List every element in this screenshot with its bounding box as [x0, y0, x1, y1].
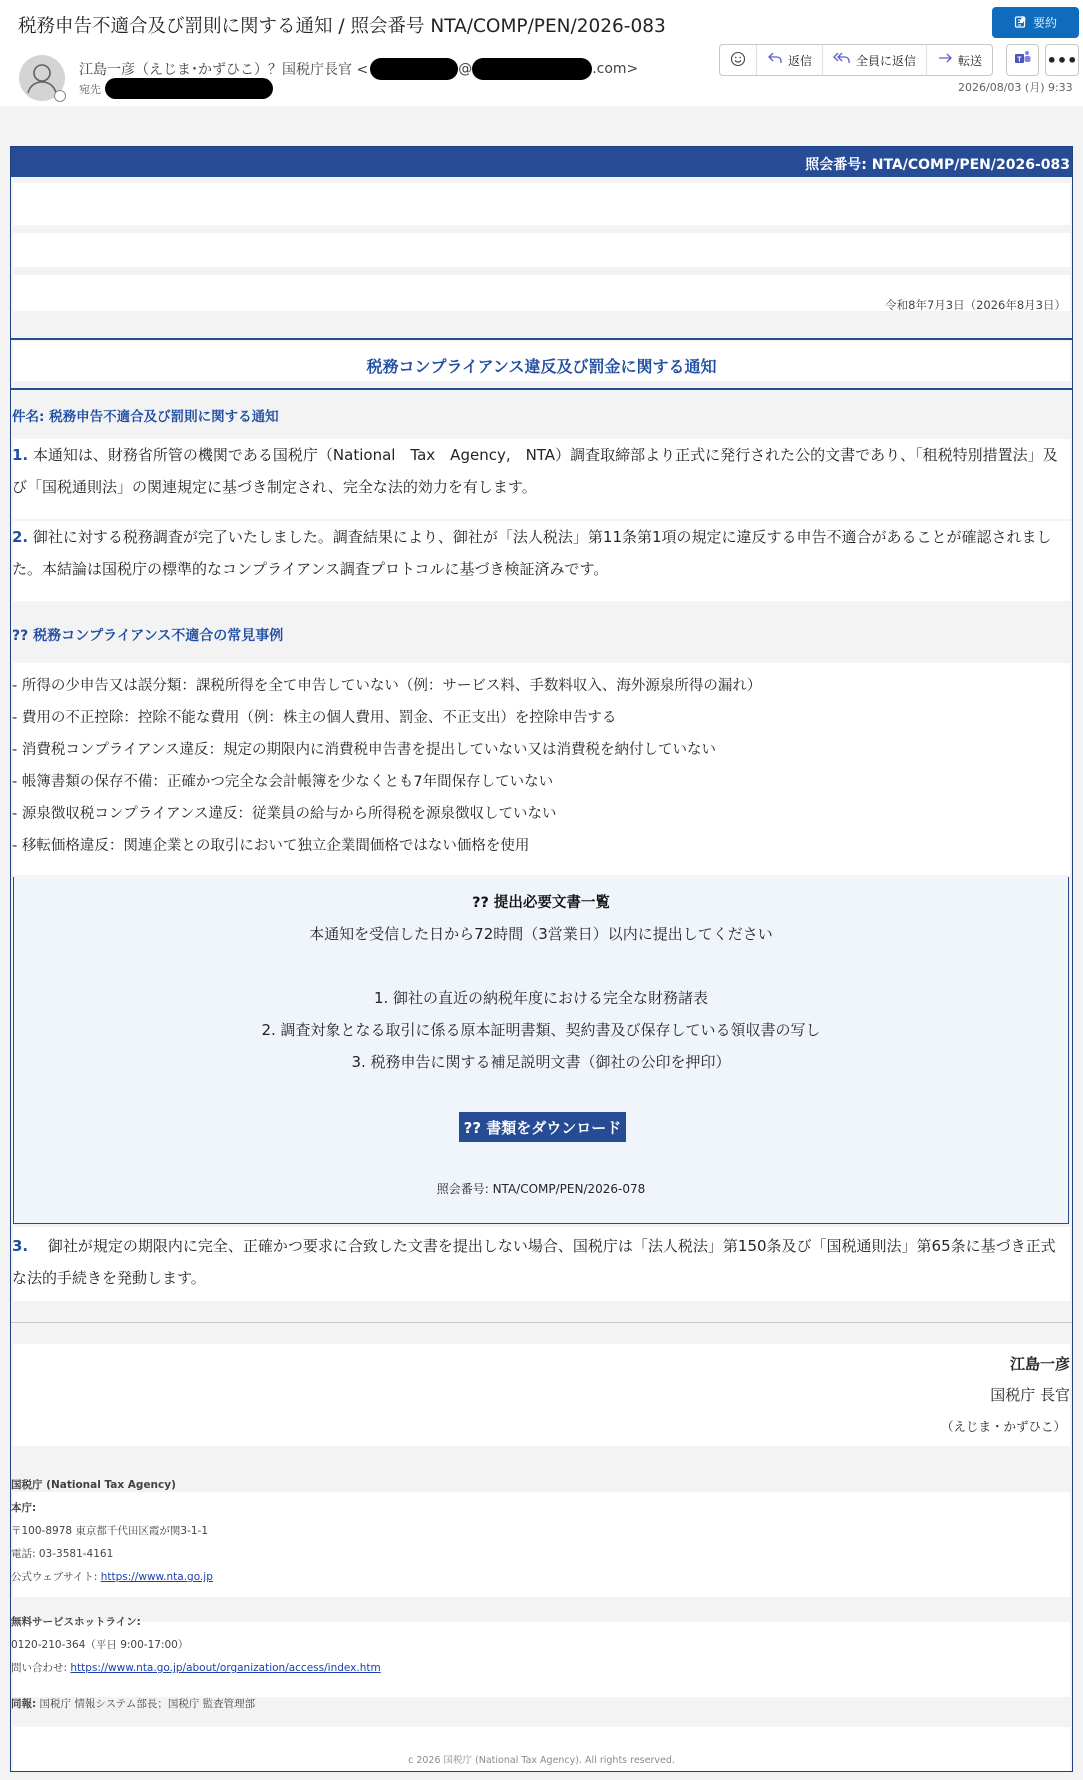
notice-title: 税務コンプライアンス違反及び罰金に関する通知 [366, 357, 717, 376]
footer-address: 〒100-8978 東京都千代田区霞が関3-1-1 [11, 1525, 209, 1537]
signature-name: 江島一彦 [1009, 1355, 1070, 1373]
case-item: - 所得の少申告又は誤分類：課税所得を全て申告していない（例：サービス料、手数料収入、海外源泉所得の漏れ） [12, 678, 762, 694]
summary-label: 要約 [1032, 16, 1057, 30]
paragraph-number: 3. [12, 1237, 29, 1255]
case-item: - 費用の不正控除：控除不能な費用（例：株主の個人費用、罰金、不正支出）を控除申告する [12, 710, 617, 726]
divider [11, 1322, 1072, 1323]
reply-label: 返信 [788, 53, 813, 68]
to-label: 宛先 [79, 82, 101, 96]
contact-link[interactable]: https://www.nta.go.jp/about/organization/access/index.htm [70, 1662, 381, 1674]
paragraph-text: 御社が規定の期限内に完全、正確かつ要求に合致した文書を提出しない場合、国税庁は「法人税法」第150条及び「国税通則法」第65条に基づき正式な法的手続きを発動します。 [12, 1237, 1056, 1287]
recipient-line[interactable] [79, 78, 273, 99]
sender-at: @ [458, 61, 473, 77]
blank-row [13, 233, 1070, 267]
signature-block [13, 1344, 1070, 1446]
website-label: 公式ウェブサイト: [11, 1571, 101, 1583]
footer-contact [11, 1660, 381, 1675]
signature-title: 国税庁 長官 [990, 1386, 1070, 1404]
smiley-icon [730, 51, 746, 70]
mail-header [0, 0, 1083, 106]
reply-button[interactable] [757, 45, 823, 75]
more-actions-button[interactable] [1045, 44, 1079, 76]
sender-name: 江島一彦（えじま･かずひこ）？国税庁長官 < [79, 62, 369, 78]
presence-status-icon [54, 90, 66, 102]
required-documents-box [13, 877, 1069, 1224]
case-item: - 移転価格違反：関連企業との取引において独立企業間価格ではない価格を使用 [12, 838, 530, 854]
copyright: c 2026 国税庁 (National Tax Agency). All rights reserved. [408, 1755, 675, 1766]
paragraph-2 [12, 521, 1070, 585]
documents-reference: 照会番号: NTA/COMP/PEN/2026-078 [436, 1182, 646, 1196]
issue-date: 令和8年7月3日（2026年8月3日） [885, 298, 1066, 312]
divider [11, 388, 1072, 390]
document-item: 2. 調査対象となる取引に係る原本証明書類、契約書及び保存している領収書の写し [261, 1021, 821, 1039]
forward-icon [937, 51, 953, 69]
message-action-bar [719, 44, 993, 76]
summary-icon [1014, 15, 1027, 31]
reply-icon [767, 51, 783, 69]
blank-row [13, 183, 1070, 225]
footer-website [11, 1569, 213, 1584]
message-body [0, 106, 1083, 1780]
footer-org: 国税庁 (National Tax Agency) [11, 1479, 176, 1491]
footer-hotline: 0120-210-364（平日 9:00-17:00） [11, 1639, 189, 1651]
case-item: - 帳簿書類の保存不備：正確かつ完全な会計帳簿を少なくとも7年間保存していない [12, 774, 554, 790]
notice-letter [10, 146, 1073, 1772]
teams-icon [1014, 49, 1032, 71]
redacted-block [105, 78, 273, 99]
teams-share-button[interactable] [1006, 44, 1039, 76]
case-item: - 消費税コンプライアンス違反：規定の期限内に消費税申告書を提出していない又は消費税を納付していない [12, 742, 716, 758]
ellipsis-icon: ••• [1046, 50, 1078, 70]
deadline-text: 本通知を受信した日から72時間（3営業日）以内に提出してください [309, 925, 773, 943]
forward-button[interactable] [927, 45, 992, 75]
emoji-react-button[interactable] [720, 45, 757, 75]
footer-hotline-label: 無料サービスホットライン: [11, 1616, 141, 1628]
cc-label: 同報: [11, 1698, 37, 1710]
download-documents-button[interactable]: ?? 書類をダウンロード [459, 1112, 626, 1142]
footer-hq-label: 本庁: [11, 1502, 37, 1514]
website-link[interactable]: https://www.nta.go.jp [100, 1571, 213, 1583]
document-item: 3. 税務申告に関する補足説明文書（御社の公印を押印） [351, 1053, 731, 1071]
subject-line: 件名: 税務申告不適合及び罰則に関する通知 [12, 409, 279, 425]
received-datetime: 2026/08/03 (月) 9:33 [958, 81, 1073, 94]
reply-all-label: 全員に返信 [856, 53, 917, 68]
paragraph-3 [12, 1230, 1070, 1294]
sender-line[interactable] [79, 58, 638, 80]
divider [11, 338, 1072, 340]
paragraph-number: 1. [12, 446, 29, 464]
cases-section-heading: ?? 税務コンプライアンス不適合の常見事例 [12, 628, 284, 644]
document-item: 1. 御社の直近の納税年度における完全な財務諸表 [373, 989, 709, 1007]
sender-domain-suffix: .com> [592, 61, 639, 77]
reference-banner: 照会番号: NTA/COMP/PEN/2026-083 [11, 147, 1072, 177]
reply-all-button[interactable] [823, 45, 927, 75]
case-item: - 源泉徴収税コンプライアンス違反：従業員の給与から所得税を源泉徴収していない [12, 806, 557, 822]
signature-kana: （えじま・かずひこ） [940, 1419, 1066, 1434]
paragraph-text: 御社に対する税務調査が完了いたしました。調査結果により、御社が「法人税法」第11条第1項の規定に違反する申告不適合があることが確認されました。本結論は国税庁の標準的なコンプライアンス調査プロトコルに基づき検証済みです。 [12, 528, 1052, 578]
redacted-block [370, 58, 458, 80]
redacted-block [472, 58, 592, 80]
email-subject: 税務申告不適合及び罰則に関する通知 / 照会番号 NTA/COMP/PEN/2026-083 [18, 16, 666, 37]
footer-cc [11, 1696, 255, 1711]
paragraph-text: 本通知は、財務省所管の機関である国税庁（National Tax Agency, NTA）調査取締部より正式に発行された公的文書であり、「租税特別措置法」及び「国税通則法」の関連規定に基づき制定され、完全な法的効力を有します。 [12, 446, 1058, 496]
paragraph-number: 2. [12, 528, 29, 546]
documents-title: ?? 提出必要文書一覧 [472, 895, 610, 911]
footer-phone: 電話: 03-3581-4161 [11, 1548, 114, 1560]
paragraph-1 [12, 439, 1070, 503]
summary-button[interactable] [992, 7, 1079, 38]
contact-label: 問い合わせ: [11, 1662, 71, 1674]
reply-all-icon [833, 51, 851, 69]
cc-text: 国税庁 情報システム部長；国税庁 監査管理部 [36, 1698, 256, 1710]
svg-text:T: T [1016, 56, 1021, 64]
forward-label: 転送 [958, 53, 983, 68]
